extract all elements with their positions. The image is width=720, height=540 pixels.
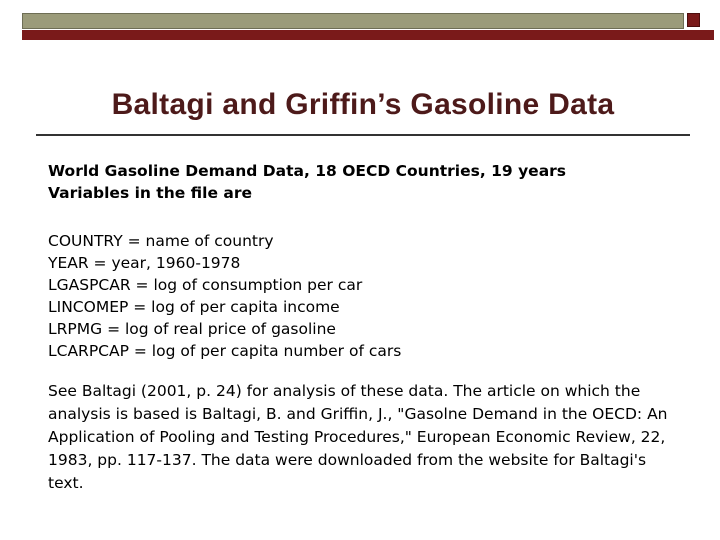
variable-item: YEAR = year, 1960-1978: [48, 254, 241, 272]
variable-list: [48, 230, 698, 362]
title-divider: [36, 134, 690, 136]
header-band-olive: [22, 13, 684, 29]
variable-item: LGASPCAR = log of consumption per car: [48, 276, 363, 294]
intro-block: [48, 160, 698, 204]
variable-item: LCARPCAP = log of per capita number of cars: [48, 342, 402, 360]
slide-body: [48, 160, 698, 495]
reference-note: See Baltagi (2001, p. 24) for analysis of these data. The article on which the analysis is based is Baltagi, B. and Griffin, J., "Gasolne Demand in the OECD: An Application of Pooling and Testing Procedures," European Economic Review, 22, 1983, pp. 117-137. The data were downloaded from the website for Baltagi's text.: [48, 382, 668, 492]
variable-item: LINCOMEP = log of per capita income: [48, 298, 340, 316]
slide-title: Baltagi and Griffin’s Gasoline Data: [111, 88, 615, 121]
header-band-square: [687, 13, 700, 27]
intro-line: Variables in the file are: [48, 184, 252, 202]
intro-line: World Gasoline Demand Data, 18 OECD Countries, 19 years: [48, 162, 567, 180]
variable-item: LRPMG = log of real price of gasoline: [48, 320, 336, 338]
header-band-maroon: [22, 30, 714, 40]
variable-item: COUNTRY = name of country: [48, 232, 274, 250]
